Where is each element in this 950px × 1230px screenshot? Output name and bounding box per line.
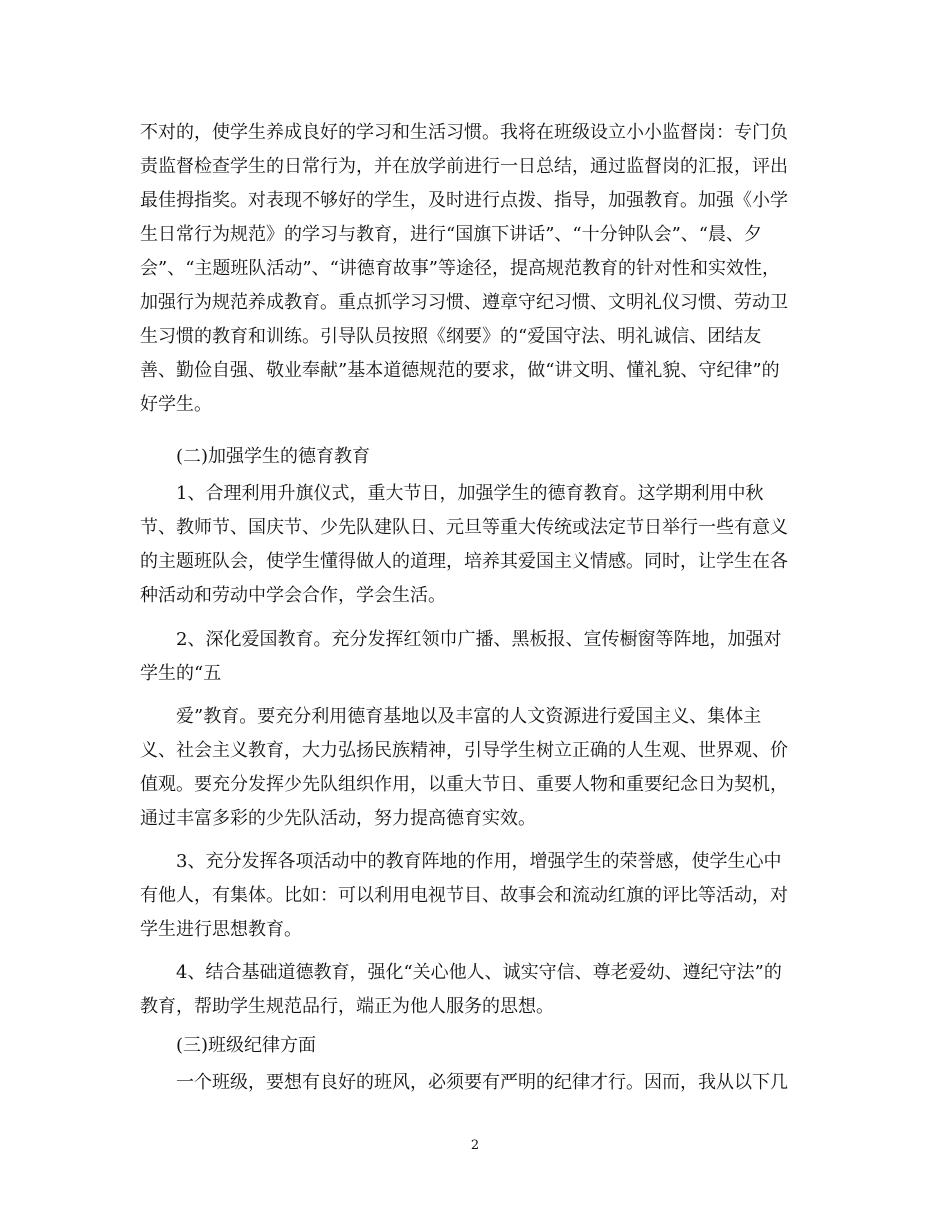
text-line: 通过丰富多彩的少先队活动，努力提高德育实效。	[140, 808, 536, 829]
text-line: 生日常行为规范》的学习与教育，进行“国旗下讲话”、“十分钟队会”、“晨、夕	[140, 224, 763, 245]
section-heading: (三)班级纪律方面	[176, 1035, 317, 1056]
text-line: 不对的，使学生养成良好的学习和生活习惯。我将在班级设立小小监督岗：专门负	[140, 122, 788, 143]
text-line: 有他人，有集体。比如：可以利用电视节目、故事会和流动红旗的评比等活动，对	[140, 885, 788, 906]
text-line: 2、深化爱国教育。充分发挥红领巾广播、黑板报、宣传橱窗等阵地，加强对	[176, 629, 782, 650]
text-line: 爱”教育。要充分利用德育基地以及丰富的人文资源进行爱国主义、集体主	[176, 706, 762, 727]
text-line: 一个班级，要想有良好的班风，必须要有严明的纪律才行。因而，我从以下几	[176, 1072, 788, 1093]
text-line: 的主题班队会，使学生懂得做人的道理，培养其爱国主义情感。同时，让学生在各	[140, 551, 788, 572]
page-number: 2	[470, 1138, 480, 1153]
text-line: 3、充分发挥各项活动中的教育阵地的作用，增强学生的荣誉感，使学生心中	[176, 851, 782, 872]
text-line: 节、教师节、国庆节、少先队建队日、元旦等重大传统或法定节日举行一些有意义	[140, 517, 788, 538]
text-line: 4、结合基础道德教育，强化“关心他人、诚实守信、尊老爱幼、遵纪守法”的	[176, 962, 782, 983]
text-line: 种活动和劳动中学会合作，学会生活。	[140, 585, 446, 606]
text-line: 义、社会主义教育，大力弘扬民族精神，引导学生树立正确的人生观、世界观、价	[140, 740, 788, 761]
text-line: 责监督检查学生的日常行为，并在放学前进行一日总结，通过监督岗的汇报，评出	[140, 156, 788, 177]
text-line: 教育，帮助学生规范品行，端正为他人服务的思想。	[140, 996, 554, 1017]
text-line: 值观。要充分发挥少先队组织作用，以重大节日、重要人物和重要纪念日为契机，	[140, 774, 788, 795]
text-line: 生习惯的教育和训练。引导队员按照《纲要》的“爱国守法、明礼诚信、团结友	[140, 326, 762, 347]
text-line: 好学生。	[140, 394, 212, 415]
text-line: 学生的“五	[140, 663, 222, 684]
text-line: 加强行为规范养成教育。重点抓学习习惯、遵章守纪习惯、文明礼仪习惯、劳动卫	[140, 292, 788, 313]
text-line: 善、勤俭自强、敬业奉献”基本道德规范的要求，做“讲文明、懂礼貌、守纪律”的	[140, 360, 780, 381]
text-line: 最佳拇指奖。对表现不够好的学生，及时进行点拨、指导，加强教育。加强《小学	[140, 190, 788, 211]
text-line: 1、合理利用升旗仪式，重大节日，加强学生的德育教育。这学期利用中秋	[176, 483, 764, 504]
text-line: 学生进行思想教育。	[140, 919, 302, 940]
text-line: 会”、“主题班队活动”、“讲德育故事”等途径，提高规范教育的针对性和实效性，	[140, 258, 781, 279]
section-heading: (二)加强学生的德育教育	[176, 446, 371, 467]
